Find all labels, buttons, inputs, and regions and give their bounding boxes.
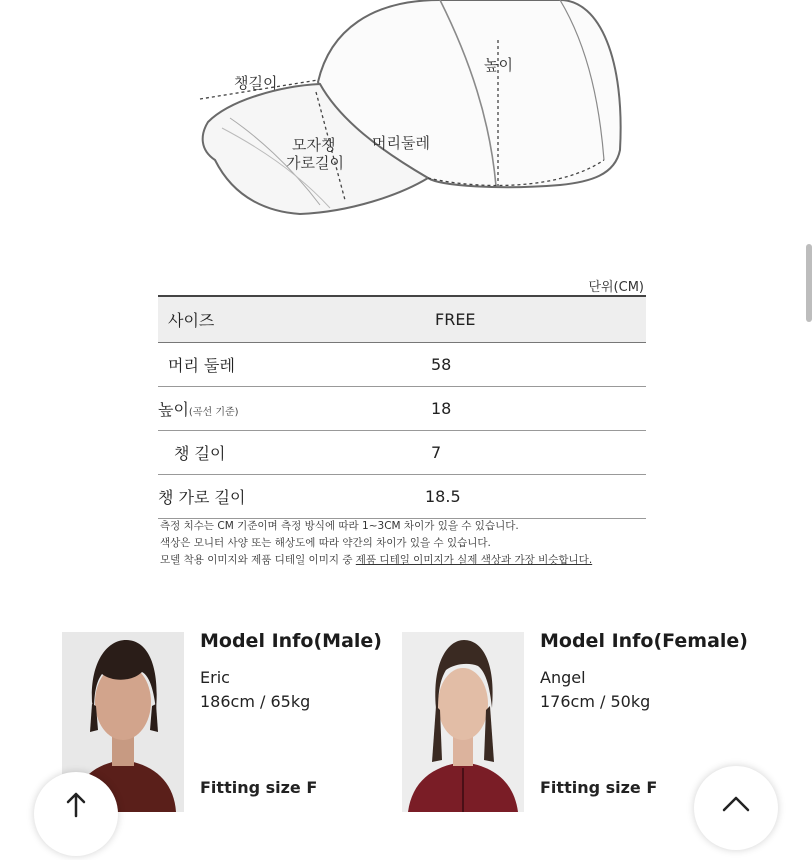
female-model-info-title: Model Info(Female) [540, 630, 748, 652]
row-label-brim-width: 챙 가로 길이 [158, 487, 246, 507]
male-model-name: Eric [200, 668, 230, 687]
scroll-to-top-icon [694, 766, 778, 850]
row-label-height-text: 높이 [158, 399, 189, 419]
share-icon [34, 772, 118, 856]
size-notes [160, 518, 592, 569]
size-header-label: 사이즈 [168, 310, 215, 330]
male-model-measurements: 186cm / 65kg [200, 692, 311, 711]
brim-width-label-line1: 모자챙 [292, 136, 336, 154]
table-row [158, 342, 646, 386]
male-model-fitting: Fitting size F [200, 778, 318, 797]
table-row [158, 386, 646, 430]
note-line-3-prefix: 모델 착용 이미지와 제품 디테일 이미지 중 [160, 554, 356, 566]
row-value-brim-width: 18.5 [425, 486, 461, 506]
female-model-name: Angel [540, 668, 586, 687]
size-table [158, 295, 646, 519]
size-header-value: FREE [435, 309, 476, 329]
note-line-2: 색상은 모니터 사양 또는 해상도에 따라 약간의 차이가 있을 수 있습니다. [160, 537, 491, 549]
cap-measurement-diagram [0, 0, 812, 240]
row-label-height [158, 386, 399, 430]
row-value-brim-length: 7 [431, 442, 442, 462]
unit-label: 단위(CM) [588, 280, 644, 295]
head-circumference-label: 머리둘레 [372, 134, 430, 152]
size-table-header [158, 296, 646, 342]
female-model-fitting: Fitting size F [540, 778, 658, 797]
male-model-info-title: Model Info(Male) [200, 630, 382, 652]
note-line-3 [160, 552, 592, 569]
brim-length-label: 챙길이 [234, 74, 278, 92]
row-label-head-circumference: 머리 둘레 [168, 355, 235, 375]
note-line-3-underlined: 제품 디테일 이미지가 실제 색상과 가장 비슷합니다. [355, 554, 593, 566]
table-row [158, 474, 646, 518]
share-button[interactable] [34, 772, 118, 856]
female-model-photo [402, 632, 524, 812]
note-line-1: 측정 치수는 CM 기준이며 측정 방식에 따라 1~3CM 차이가 있을 수 있습니다. [160, 520, 519, 532]
cap-illustration [0, 0, 812, 240]
brim-width-label-line2: 가로길이 [286, 154, 344, 172]
table-row [158, 430, 646, 474]
scroll-to-top-button[interactable] [694, 766, 778, 850]
row-label-height-sub: (곡선 기준) [188, 406, 239, 418]
row-value-height: 18 [431, 398, 452, 418]
row-label-brim-length: 챙 길이 [174, 443, 226, 463]
scrollbar-thumb[interactable] [806, 244, 812, 322]
row-value-head-circumference: 58 [431, 354, 452, 374]
height-label: 높이 [484, 56, 513, 74]
female-model-measurements: 176cm / 50kg [540, 692, 651, 711]
